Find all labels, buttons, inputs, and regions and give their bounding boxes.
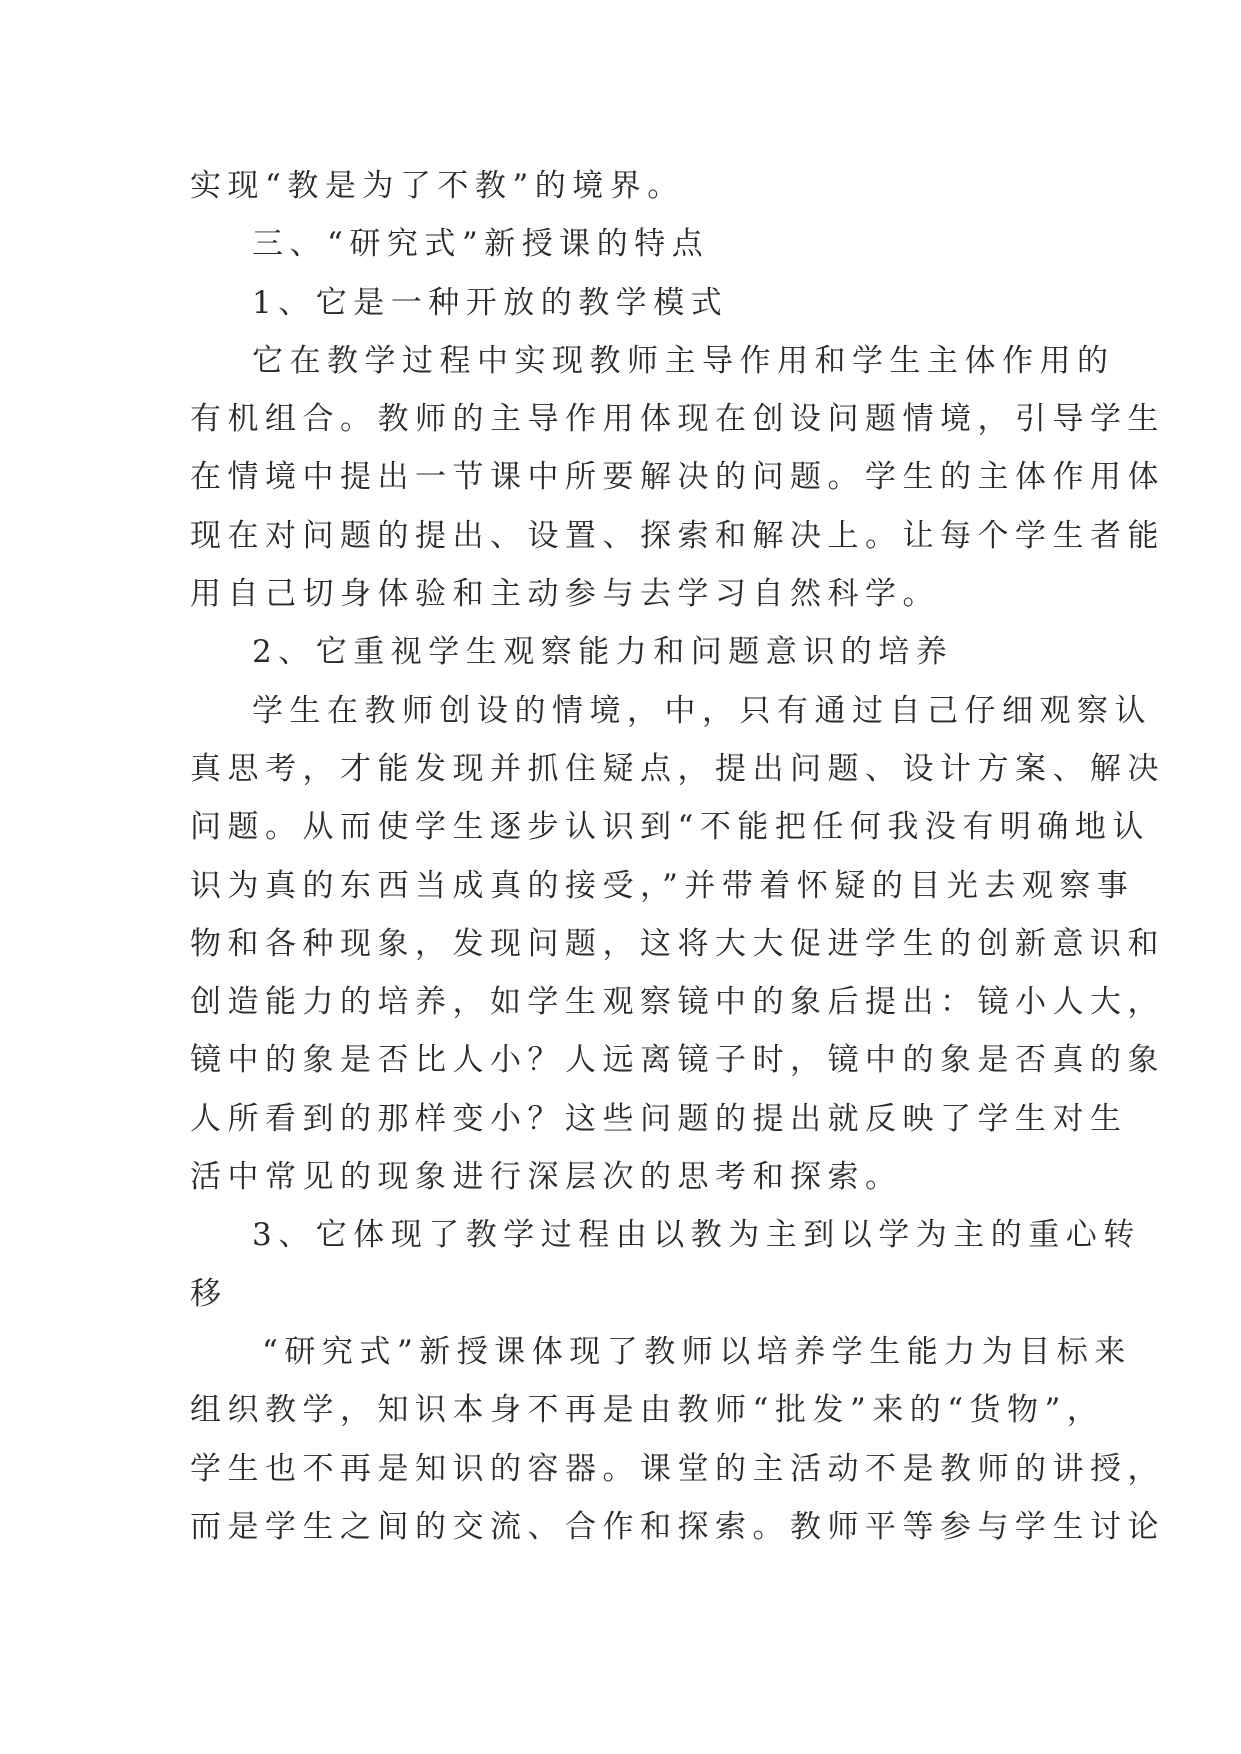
text-line: “研究式”新授课体现了教师以培养学生能力为目标来: [262, 1333, 1132, 1370]
text-line: 创造能力的培养，如学生观察镜中的象后提出：镜小人大，: [190, 984, 1165, 1021]
text-line: 组织教学，知识本身不再是由教师“批发”来的“货物”，: [190, 1392, 1105, 1429]
text-line: 学生在教师创设的情境，中，只有通过自己仔细观察认: [252, 692, 1152, 729]
text-line: 用自己切身体验和主动参与去学习自然科学。: [190, 576, 940, 613]
text-line: 活中常见的现象进行深层次的思考和探索。: [190, 1159, 903, 1196]
subsection-heading: 1、它是一种开放的教学模式: [252, 284, 729, 321]
section-heading: 三、“研究式”新授课的特点: [252, 226, 710, 263]
text-line: 真思考，才能发现并抓住疑点，提出问题、设计方案、解决: [190, 750, 1165, 787]
subsection-heading-continued: 移: [190, 1275, 228, 1312]
text-line: 镜中的象是否比人小？人远离镜子时，镜中的象是否真的象: [190, 1042, 1165, 1079]
text-line: 学生也不再是知识的容器。课堂的主活动不是教师的讲授，: [190, 1450, 1165, 1487]
text-line: 问题。从而使学生逐步认识到“不能把任何我没有明确地认: [190, 809, 1150, 846]
text-line: 实现“教是为了不教”的境界。: [190, 168, 685, 204]
text-line: 识为真的东西当成真的接受，”并带着怀疑的目光去观察事: [190, 867, 1135, 904]
text-line: 在情境中提出一节课中所要解决的问题。学生的主体作用体: [190, 459, 1165, 496]
text-line: 物和各种现象，发现问题，这将大大促进学生的创新意识和: [190, 925, 1165, 962]
subsection-heading: 3、它体现了教学过程由以教为主到以学为主的重心转: [252, 1217, 1141, 1254]
text-line: 现在对问题的提出、设置、探索和解决上。让每个学生者能: [190, 517, 1165, 554]
text-line: 它在教学过程中实现教师主导作用和学生主体作用的: [252, 342, 1115, 379]
text-line: 有机组合。教师的主导作用体现在创设问题情境，引导学生: [190, 401, 1165, 438]
text-line: 人所看到的那样变小？这些问题的提出就反映了学生对生: [190, 1100, 1128, 1137]
text-line: 而是学生之间的交流、合作和探索。教师平等参与学生讨论: [190, 1508, 1165, 1545]
body-text: [190, 157, 1165, 1556]
subsection-heading: 2、它重视学生观察能力和问题意识的培养: [252, 634, 954, 671]
